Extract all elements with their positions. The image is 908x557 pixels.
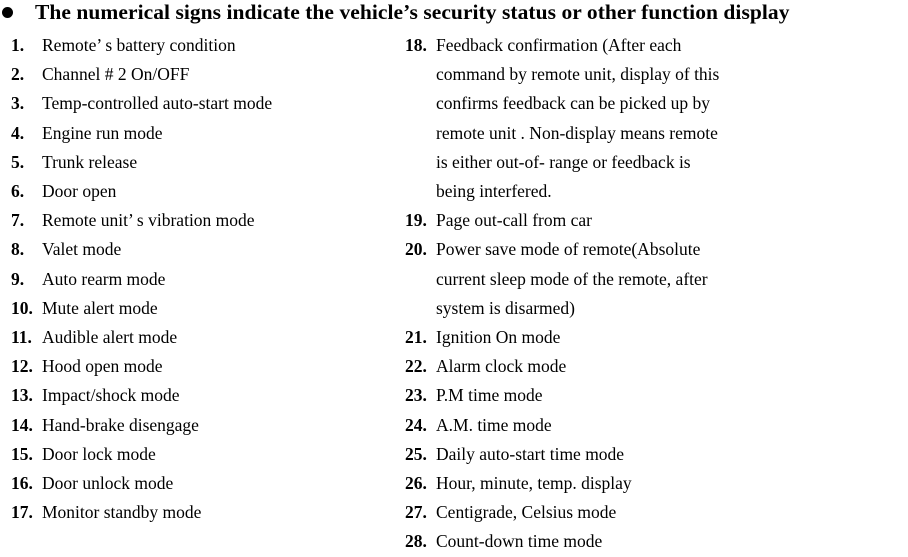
list-item (11, 381, 391, 410)
item-number: 17. (11, 502, 33, 523)
item-text (436, 323, 560, 352)
item-text (42, 440, 156, 469)
item-text (436, 352, 566, 381)
item-number: 13. (11, 385, 33, 406)
list-item (405, 235, 905, 323)
item-number: 22. (405, 356, 427, 377)
item-text (436, 411, 552, 440)
item-number: 11. (11, 327, 32, 348)
item-text-line: Temp-controlled auto-start mode (42, 93, 273, 114)
list-item (11, 469, 391, 498)
item-text-line: Ignition On mode (436, 327, 561, 348)
item-text-line: Door unlock mode (42, 473, 174, 494)
item-text (42, 206, 255, 235)
list-item (405, 411, 905, 440)
item-number: 27. (405, 502, 427, 523)
list-item (11, 89, 391, 118)
item-text-line: Door lock mode (42, 443, 156, 464)
item-number: 8. (11, 239, 25, 260)
item-number: 18. (405, 35, 427, 55)
item-text-line: being interfered. (436, 181, 552, 202)
item-text-line: system is disarmed) (436, 297, 576, 318)
list-item (11, 352, 391, 381)
item-number: 14. (11, 414, 33, 435)
item-text-line: command by remote unit, display of this (436, 64, 720, 85)
list-item (405, 527, 905, 556)
list-item (405, 440, 905, 469)
item-number: 16. (11, 473, 33, 494)
item-text-line: confirms feedback can be picked up by (436, 93, 711, 114)
item-text (436, 527, 602, 556)
item-text-line: Hour, minute, temp. display (436, 473, 632, 494)
item-text-line: Hood open mode (42, 356, 163, 377)
item-text (436, 31, 719, 206)
list-item (11, 411, 391, 440)
item-text (42, 235, 121, 264)
item-number: 9. (11, 268, 25, 289)
item-text (42, 119, 163, 148)
item-text (42, 323, 177, 352)
list-item (405, 498, 905, 527)
left-column (11, 31, 391, 527)
item-text-line: Hand-brake disengage (42, 414, 199, 435)
bullet-icon (2, 7, 13, 18)
item-number: 15. (11, 443, 33, 464)
item-text-line: Alarm clock mode (436, 356, 567, 377)
item-text-line: Remote unit’ s vibration mode (42, 210, 255, 231)
right-column (405, 31, 905, 557)
list-item (405, 381, 905, 410)
item-text-line: remote unit . Non-display means remote (436, 122, 718, 143)
item-text-line: Audible alert mode (42, 327, 178, 348)
item-text-line: A.M. time mode (436, 414, 552, 435)
item-number: 4. (11, 122, 25, 143)
item-number: 1. (11, 35, 25, 55)
item-text-line: Auto rearm mode (42, 268, 166, 289)
item-text-line: Valet mode (42, 239, 122, 260)
list-item (405, 323, 905, 352)
item-text-line: Feedback confirmation (After each (436, 35, 682, 55)
item-text (436, 206, 592, 235)
list-item (11, 498, 391, 527)
item-number: 7. (11, 210, 25, 231)
item-text (436, 381, 542, 410)
item-number: 3. (11, 93, 25, 114)
list-item (405, 206, 905, 235)
item-text (42, 148, 137, 177)
item-text-line: Daily auto-start time mode (436, 443, 625, 464)
item-text (42, 177, 116, 206)
item-text-line: Channel # 2 On/OFF (42, 64, 190, 85)
item-number: 5. (11, 151, 25, 172)
list-item (11, 148, 391, 177)
item-text (42, 498, 201, 527)
item-text-line: Engine run mode (42, 122, 163, 143)
list-item (405, 31, 905, 206)
item-text-line: Page out-call from car (436, 210, 592, 231)
item-text (42, 265, 165, 294)
list-item (405, 352, 905, 381)
item-text (42, 294, 158, 323)
section-heading (0, 0, 790, 24)
item-text-line: Impact/shock mode (42, 385, 180, 406)
item-text (42, 60, 189, 89)
item-number: 24. (405, 414, 427, 435)
item-text-line: Door open (42, 181, 117, 202)
item-text-line: is either out-of- range or feedback is (436, 151, 691, 172)
item-text (42, 352, 163, 381)
list-item (11, 119, 391, 148)
item-number: 2. (11, 64, 25, 85)
item-number: 28. (405, 531, 427, 552)
item-number: 21. (405, 327, 427, 348)
list-item (11, 235, 391, 264)
list-item (11, 60, 391, 89)
item-text-line: Remote’ s battery condition (42, 35, 236, 55)
list-item (405, 469, 905, 498)
item-number: 23. (405, 385, 427, 406)
item-text-line: Power save mode of remote(Absolute (436, 239, 701, 260)
item-text-line: Centigrade, Celsius mode (436, 502, 617, 523)
item-text (42, 411, 199, 440)
item-text-line: Count-down time mode (436, 531, 603, 552)
item-text-line: Trunk release (42, 151, 138, 172)
item-number: 20. (405, 239, 427, 260)
item-text-line: Mute alert mode (42, 297, 158, 318)
item-number: 26. (405, 473, 427, 494)
list-item (11, 294, 391, 323)
item-text (42, 31, 236, 60)
list-item (11, 31, 391, 60)
item-text (42, 381, 180, 410)
item-text-line: Monitor standby mode (42, 502, 202, 523)
list-item (11, 177, 391, 206)
item-text (436, 440, 624, 469)
item-number: 10. (11, 297, 33, 318)
list-item (11, 440, 391, 469)
item-text (436, 498, 616, 527)
item-text (42, 89, 272, 118)
item-text (436, 235, 708, 323)
item-number: 19. (405, 210, 427, 231)
list-item (11, 265, 391, 294)
item-number: 6. (11, 181, 25, 202)
list-item (11, 323, 391, 352)
heading-text: The numerical signs indicate the vehicle’s security status or other function display (35, 0, 790, 24)
item-number: 12. (11, 356, 33, 377)
list-item (11, 206, 391, 235)
item-text-line: current sleep mode of the remote, after (436, 268, 708, 289)
item-text (436, 469, 632, 498)
item-number: 25. (405, 443, 427, 464)
item-text (42, 469, 173, 498)
item-text-line: P.M time mode (436, 385, 543, 406)
